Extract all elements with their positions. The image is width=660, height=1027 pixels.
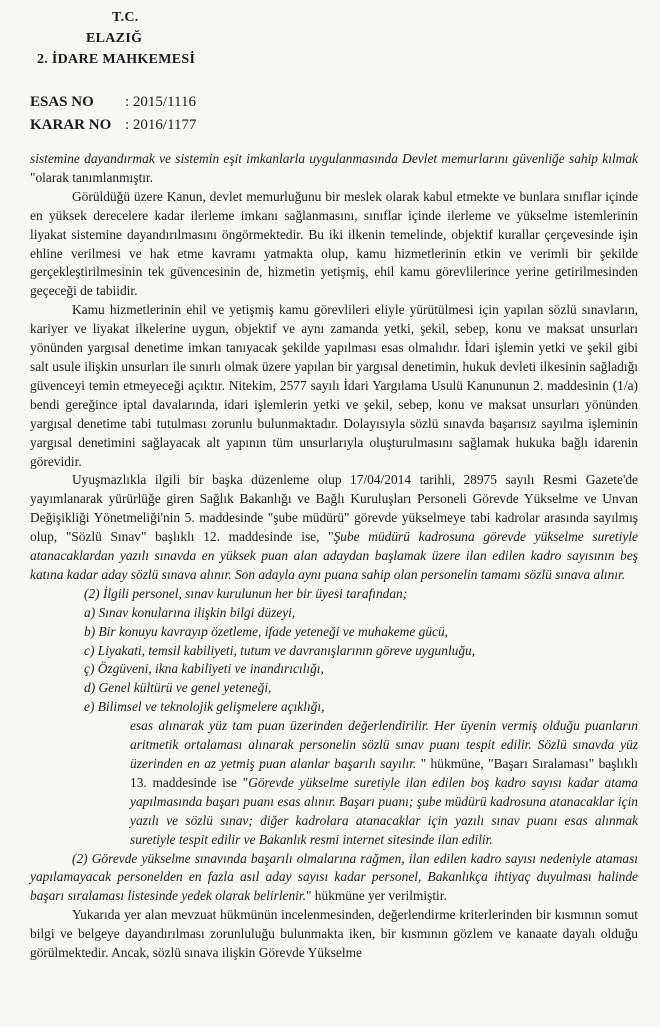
paragraph-text: (2) İlgili personel, sınav kurulunun her bir üyesi tarafından; bbox=[84, 585, 408, 601]
header-court: 2. İDARE MAHKEMESİ bbox=[37, 52, 196, 67]
paragraph-text: Görüldüğü üzere Kanun, devlet memurluğunu bir meslek olarak kabul etmekte ve bunlara sınıflar içinde en yüksek derecelere kadar ilerleme imkanı sağlanmasını, sınıflar içinde ilerleme ve yükselme istemlerinin liyakat sistemine dayandırılmasını öngörmektedir. Bu iki ilkenin temelinde, objektif kurallar çerçevesinde işin ehline verilmesi ve hak etme kavramı yatmakta olup, kamu hizmetlerinin etkin ve verimli bir şekilde gerçekleştirilmesinin tek güvencesinin de, hizmetin yetişmiş, ehil kamu görevlilerince yerine getirilmesinden geçeceği de tabiidir. bbox=[30, 188, 638, 299]
paragraph-text: e) Bilimsel ve teknolojik gelişmelere açıklığı, bbox=[84, 699, 325, 715]
paragraph bbox=[30, 301, 638, 471]
list-item bbox=[30, 679, 638, 698]
karar-no-label: KARAR NO bbox=[30, 117, 112, 133]
paragraph-text: c) Liyakati, temsil kabiliyeti, tutum ve davranışlarının göreve uygunluğu, bbox=[84, 642, 476, 658]
paragraph bbox=[30, 150, 638, 188]
karar-no-value: : 2016/1177 bbox=[125, 117, 197, 133]
paragraph-text: Kamu hizmetlerinin ehil ve yetişmiş kamu görevlileri eliyle yürütülmesi için yapılan sözlü sınavların, kariyer ve liyakat ilkelerine uygun, objektif ve aynı zamanda yetki, şekil, sebep, konu ve maksat unsurları yönünden yargısal denetime imkan tanıyacak şekilde yapılması esas olmalıdır. İdari işlemin yetki ve şekil gibi salt usule ilişkin unsurları ile sınırlı olmak üzere yapılan bir yargısal denetimin, hukuk devleti ilkesinin sağladığı güvenceyi temin etmeyeceği açıktır. Nitekim, 2577 sayılı İdari Yargılama Usulü Kanununun 2. maddesinin (1/a) bendi gereğince iptal davalarında, idari işlemlerin yetki ve şekil, sebep, konu ve maksat unsurları yönünden yargısal denetime tabi tutulması zorunlu bulunmaktadır. Dolayısıyla sözlü sınavda başarısız sayılma işleminin yargısal denetimini sağlayacak alt yapının tüm unsurlarıyla oluşturulmasını sağlamak hukuka bağlı idarenin görevidir. bbox=[30, 302, 638, 469]
list-item bbox=[30, 623, 638, 642]
list-item bbox=[30, 698, 638, 717]
esas-no-label: ESAS NO bbox=[30, 94, 94, 110]
paragraph-text: " hükmüne yer verilmiştir. bbox=[305, 888, 447, 904]
header-city: ELAZIĞ bbox=[86, 31, 143, 46]
document-body bbox=[30, 150, 638, 963]
paragraph-text: sistemine dayandırmak ve sistemin eşit imkanlarla uygulanmasında Devlet memurlarını güvenliğe sahip kılmak bbox=[30, 151, 638, 166]
paragraph bbox=[30, 471, 638, 584]
header-tc: T.C. bbox=[112, 10, 139, 25]
esas-no-value: : 2015/1116 bbox=[125, 94, 196, 110]
paragraph bbox=[30, 906, 638, 963]
list-item bbox=[30, 604, 638, 623]
paragraph-text: (2) Görevde yükselme sınavında başarılı olmalarına rağmen, ilan edilen kadro sayısı nedeniyle ataması yapılamayacak personelden en fazla asıl aday sayısı kadar personel, Bakanlıkça ihtiyaç duyulması halinde başarı sıralaması listesinde yedek olarak belirlenir. bbox=[30, 850, 638, 904]
paragraph-text: "olarak tanımlanmıştır. bbox=[30, 169, 153, 185]
paragraph-text: Uyuşmazlıkla ilgili bir başka düzenleme olup 17/04/2014 tarihli, 28975 sayılı Resmi Gazete'de yayımlanarak yürürlüğe giren Sağlık Bakanlığı ve Bağlı Kuruluşları Personeli Görevde Yükselme ve Unvan Değişikliği Yönetmeliği'nin 5. maddesinde "şube müdürü" görevde yükselmeye tabi kadrolar arasında sayılmış olup, "Sözlü Sınav" başlıklı 12. maddesinde ise, " bbox=[30, 472, 638, 545]
paragraph-text: d) Genel kültürü ve genel yeteneği, bbox=[84, 680, 272, 696]
paragraph-text: Görevde yükselme suretiyle ilan edilen boş kadro sayısı kadar atama yapılmasında başarı puanı esas alınır. Başarı puanı; şube müdürü kadrosuna atanacaklar için yazılı ve sözlü sınav; diğer kadrolara atanacaklar için yazılı sınav puanı esas alınmak suretiyle tespit edilir ve Bakanlık resmi internet sitesinde ilan edilir. bbox=[130, 774, 638, 847]
list-item bbox=[30, 660, 638, 679]
paragraph-text: b) Bir konuyu kavrayıp özetleme, ifade yeteneği ve muhakeme gücü, bbox=[84, 623, 449, 639]
paragraph bbox=[30, 188, 638, 301]
paragraph-text: " hükmüne, "Başarı Sıralaması" başlıklı 13. maddesinde ise " bbox=[130, 756, 639, 790]
paragraph bbox=[30, 850, 638, 907]
list-item bbox=[30, 585, 638, 604]
karar-no-row bbox=[30, 117, 197, 134]
paragraph-text: Yukarıda yer alan mevzuat hükmünün incelenmesinden, değerlendirme kriterlerinden bir kısmının somut bilgi ve belgeye dayandırılması zorunluluğu bulunmakta iken, bir kısmının gözlem ve kanaate dayalı olduğu görülmektedir. Ancak, sözlü sınava ilişkin Görevde Yükselme bbox=[30, 907, 638, 961]
list-item bbox=[30, 717, 638, 849]
esas-no-row bbox=[30, 94, 196, 111]
list-item bbox=[30, 642, 638, 661]
paragraph-text: esas alınarak yüz tam puan üzerinden değerlendirilir. Her üyenin vermiş olduğu puanların aritmetik ortalaması alınarak personelin sözlü sınav puanı tespit edilir. Sözlü sınavda yüz üzerinden en az yetmiş puan alanlar başarılı sayılır. bbox=[130, 718, 638, 771]
paragraph-text: ç) Özgüveni, ikna kabiliyeti ve inandırıcılığı, bbox=[84, 661, 324, 677]
paragraph-text: a) Sınav konularına ilişkin bilgi düzeyi, bbox=[84, 604, 296, 620]
paragraph-text: Şube müdürü kadrosuna görevde yükselme suretiyle atanacaklardan yazılı sınavda en yüksek puan alan adaydan başlamak üzere ilan edilen kadro sayısının beş katına kadar aday sözlü sınava alınır. Son adayla aynı puana sahip olan personelin tamamı sözlü sınava alınır. bbox=[30, 529, 638, 582]
